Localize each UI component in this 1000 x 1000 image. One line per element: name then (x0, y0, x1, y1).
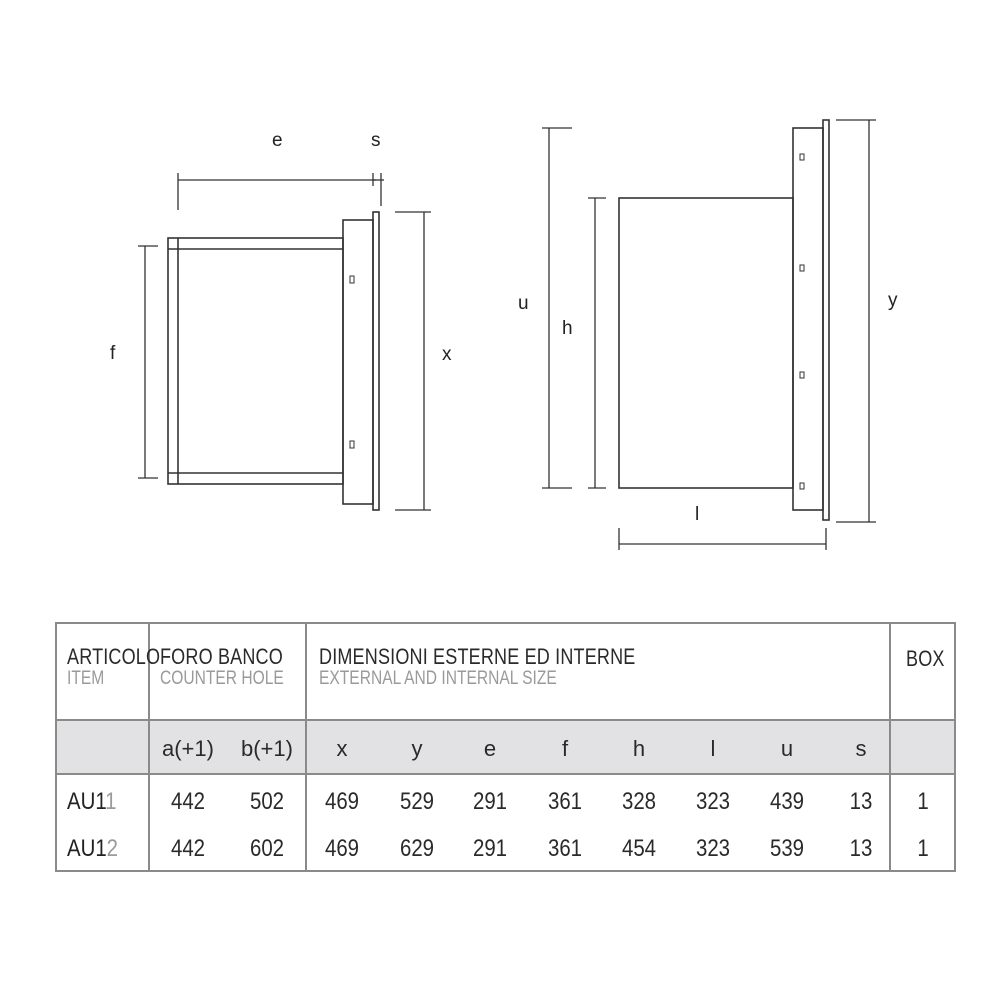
table-cell: 502 (249, 788, 285, 815)
side-view (518, 120, 898, 550)
col-u: u (780, 736, 794, 761)
table-cell-box: 1 (917, 788, 929, 815)
screw-hole (800, 265, 804, 271)
table-cell: 291 (472, 835, 508, 862)
table-cell: 442 (170, 788, 206, 815)
label-h: h (562, 318, 573, 339)
spec-table (55, 622, 956, 872)
table-cell: 328 (621, 788, 657, 815)
item-header: ARTICOLO (67, 644, 161, 669)
table-cell: 469 (324, 788, 360, 815)
label-s: s (371, 130, 381, 151)
box-body (168, 238, 343, 484)
table-row-item: AU12 (67, 835, 119, 862)
size-header: DIMENSIONI ESTERNE ED INTERNE (319, 644, 636, 669)
table-cell: 602 (249, 835, 285, 862)
box-header: BOX (906, 646, 945, 671)
table-cell: 442 (170, 835, 206, 862)
side-body (619, 198, 793, 488)
col-s: s (855, 736, 867, 761)
label-f: f (110, 343, 116, 364)
table-cell: 361 (547, 835, 583, 862)
screw-hole (350, 276, 354, 283)
label-l: l (695, 504, 700, 525)
col-l: l (710, 736, 716, 761)
table-cell: 454 (621, 835, 657, 862)
hole-subheader: COUNTER HOLE (160, 668, 284, 689)
screw-hole (350, 441, 354, 448)
table-cell: 629 (399, 835, 435, 862)
side-flange (793, 128, 823, 510)
screw-hole (800, 372, 804, 378)
table-cell-box: 1 (917, 835, 929, 862)
front-plate (373, 212, 379, 510)
col-f: f (561, 736, 569, 761)
flange (343, 220, 373, 504)
table-cell: 469 (324, 835, 360, 862)
col-h: h (632, 736, 646, 761)
hole-header: FORO BANCO (160, 644, 283, 669)
side-plate (823, 120, 829, 520)
col-e: e (483, 736, 497, 761)
table-cell: 323 (695, 788, 731, 815)
col-y: y (411, 736, 423, 761)
table-cell: 291 (472, 788, 508, 815)
table-cell: 13 (849, 788, 873, 815)
front-view (110, 130, 452, 510)
table-cell: 323 (695, 835, 731, 862)
table-cell: 539 (769, 835, 805, 862)
label-u: u (518, 293, 529, 314)
size-subheader: EXTERNAL AND INTERNAL SIZE (319, 668, 557, 689)
col-a: a(+1) (162, 736, 214, 761)
label-y: y (888, 290, 898, 311)
label-e: e (272, 130, 283, 151)
divider (57, 773, 954, 775)
divider (57, 719, 954, 721)
col-x: x (336, 736, 348, 761)
label-x: x (442, 344, 452, 365)
table-cell: 361 (547, 788, 583, 815)
screw-hole (800, 154, 804, 160)
col-b: b(+1) (241, 736, 293, 761)
item-subheader: ITEM (67, 668, 105, 689)
table-cell: 13 (849, 835, 873, 862)
table-cell: 439 (769, 788, 805, 815)
screw-hole (800, 483, 804, 489)
table-cell: 529 (399, 788, 435, 815)
table-row-item: AU11 (67, 788, 117, 815)
